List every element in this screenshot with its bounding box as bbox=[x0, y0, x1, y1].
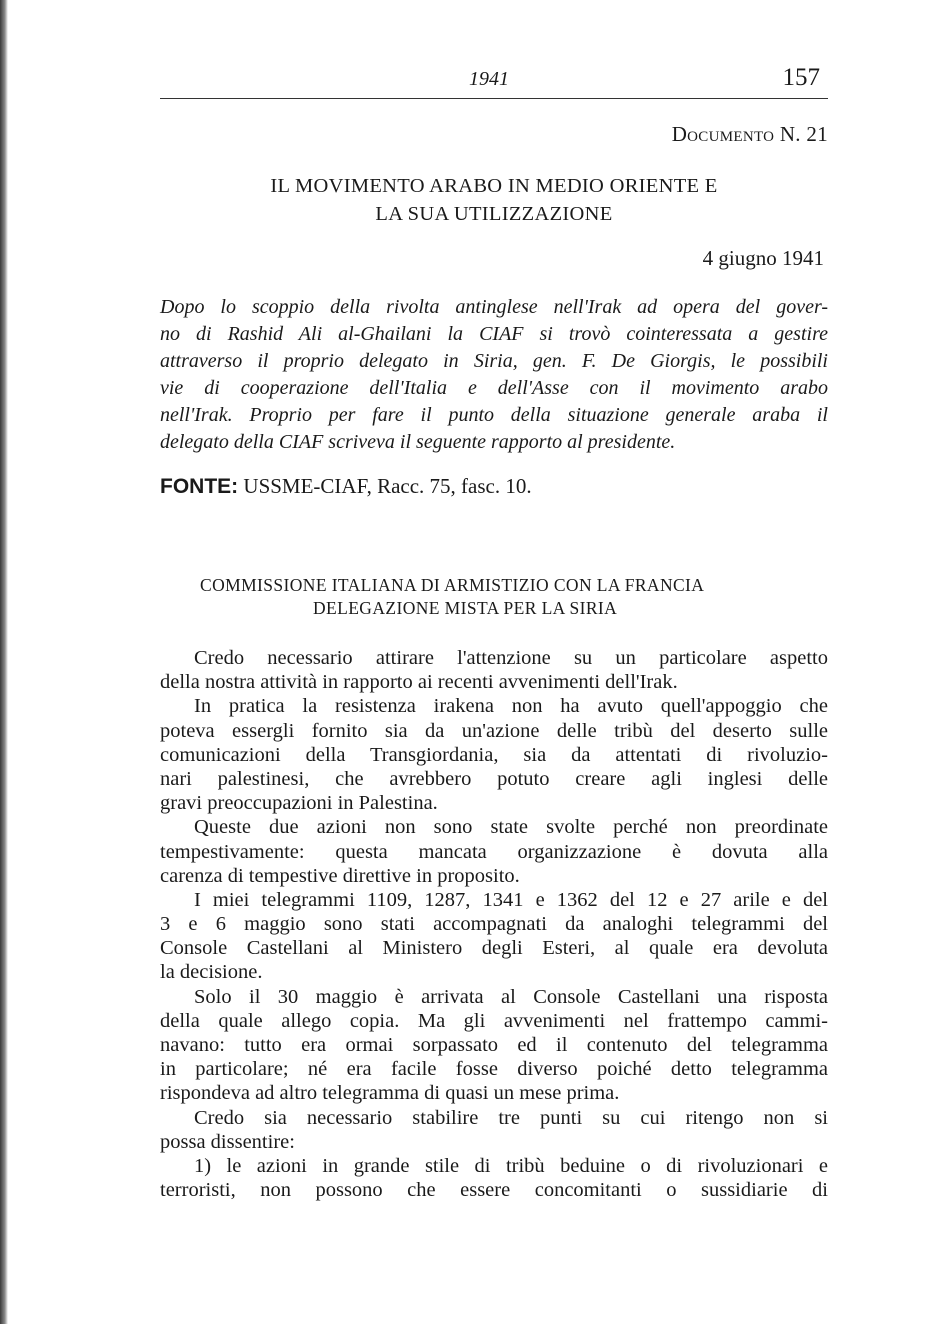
intro-line: attraverso il proprio delegato in Siria, gen. F. De Giorgis, le possibili bbox=[160, 350, 828, 372]
document-number: Documento N. 21 bbox=[671, 122, 828, 146]
header-year: 1941 bbox=[469, 68, 509, 90]
body-line: tempestivamente: questa mancata organizzazione è dovuta alla bbox=[160, 840, 828, 863]
document-body bbox=[160, 646, 828, 1202]
title-line: LA SUA UTILIZZAZIONE bbox=[375, 203, 613, 225]
editorial-introduction bbox=[160, 294, 828, 456]
source-value: USSME-CIAF, Racc. 75, fasc. 10. bbox=[243, 474, 532, 498]
book-spine-shadow bbox=[0, 0, 8, 1324]
body-line: la decisione. bbox=[160, 961, 263, 984]
body-line: possa dissentire: bbox=[160, 1130, 295, 1153]
body-line: Console Castellani al Ministero degli Esteri, al quale era devoluta bbox=[160, 937, 828, 960]
page-number: 157 bbox=[782, 64, 820, 91]
body-line: della quale allego copia. Ma gli avvenimenti nel frattempo cammi- bbox=[160, 1009, 828, 1032]
intro-line: no di Rashid Ali al-Ghailani la CIAF si trovò cointeressata a gestire bbox=[160, 323, 828, 345]
body-line: In pratica la resistenza irakena non ha avuto quell'appoggio che bbox=[194, 695, 828, 718]
source-reference bbox=[160, 474, 532, 499]
body-line: rispondeva ad altro telegramma di quasi un mese prima. bbox=[160, 1082, 620, 1105]
document-date: 4 giugno 1941 bbox=[702, 246, 824, 270]
source-label: FONTE: bbox=[160, 475, 239, 498]
body-line: carenza di tempestive direttive in proposito. bbox=[160, 864, 520, 887]
body-line: gravi preoccupazioni in Palestina. bbox=[160, 792, 438, 815]
running-header bbox=[160, 64, 828, 99]
letterhead-line: DELEGAZIONE MISTA PER LA SIRIA bbox=[313, 598, 618, 618]
body-line: Solo il 30 maggio è arrivata al Console Castellani una risposta bbox=[194, 985, 828, 1008]
body-line: della nostra attività in rapporto ai recenti avvenimenti dell'Irak. bbox=[160, 671, 678, 694]
intro-line: delegato della CIAF scriveva il seguente rapporto al presidente. bbox=[160, 431, 676, 453]
body-line: I miei telegrammi 1109, 1287, 1341 e 1362 del 12 e 27 arile e del bbox=[194, 888, 828, 911]
letterhead bbox=[200, 574, 828, 620]
body-line: 1) le azioni in grande stile di tribù beduine o di rivoluzionari e bbox=[194, 1154, 828, 1177]
document-title bbox=[160, 172, 828, 228]
body-line: poteva essergli fornito sia da un'azione delle tribù del deserto sulle bbox=[160, 719, 828, 742]
body-line: nari palestinesi, che avrebbero potuto creare agli inglesi delle bbox=[160, 767, 828, 790]
letterhead-line: COMMISSIONE ITALIANA DI ARMISTIZIO CON LA FRANCIA bbox=[200, 575, 705, 595]
intro-line: Dopo lo scoppio della rivolta antinglese nell'Irak ad opera del gover- bbox=[160, 296, 828, 318]
body-line: 3 e 6 maggio sono stati accompagnati da analoghi telegrammi del bbox=[160, 913, 828, 936]
intro-line: vie di cooperazione dell'Italia e dell'Asse con il movimento arabo bbox=[160, 377, 828, 399]
body-line: navano: tutto era ormai sorpassato ed il contenuto del telegramma bbox=[160, 1034, 828, 1056]
body-line: comunicazioni della Transgiordania, sia da attentati di rivoluzio- bbox=[160, 743, 828, 766]
intro-line: nell'Irak. Proprio per fare il punto della situazione generale araba il bbox=[160, 404, 828, 426]
body-line: in particolare; né era facile fosse diverso poiché detto telegramma bbox=[160, 1058, 828, 1081]
body-line: terroristi, non possono che essere concomitanti o sussidiarie di bbox=[160, 1179, 828, 1202]
body-line: Credo necessario attirare l'attenzione su un particolare aspetto bbox=[194, 647, 828, 669]
body-line: Queste due azioni non sono state svolte perché non preordinate bbox=[194, 816, 828, 839]
body-line: Credo sia necessario stabilire tre punti su cui ritengo non si bbox=[194, 1106, 828, 1129]
title-line: IL MOVIMENTO ARABO IN MEDIO ORIENTE E bbox=[270, 175, 718, 197]
